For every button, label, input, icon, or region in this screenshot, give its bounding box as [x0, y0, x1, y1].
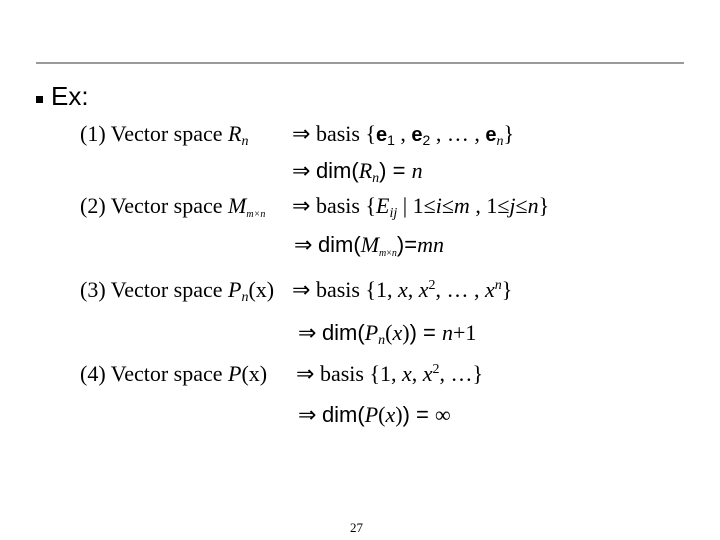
item-1-dimension: ⇒ $dim(R_n) = n$ — [292, 158, 423, 186]
item-4-basis: ⇒ basis {1, x, $x^2$, …} — [296, 361, 484, 386]
example-label: Ex: — [51, 81, 89, 111]
item-3-label: (3) Vector space $P_n(x)$ — [80, 277, 275, 305]
item-3-dimension: ⇒ $dim(P_n(x)) = n+1$ — [298, 320, 477, 348]
item-1-label: (1) Vector space $R_n$ — [80, 121, 249, 149]
item-2-dimension: ⇒ $dim(M_{m\times n})=mn$ — [294, 232, 444, 259]
item-2-label: (2) Vector space $M_{m\times n}$ — [80, 193, 266, 220]
item-4-label: (4) Vector space P(x) — [80, 361, 268, 386]
header-rule — [36, 62, 684, 64]
item-2-basis: ⇒ basis {$E_{ij}$ | 1≤i≤m , 1≤j≤n} — [292, 193, 550, 221]
page-number: 27 — [350, 520, 363, 535]
bullet-icon — [36, 96, 43, 103]
item-1-basis: ⇒ basis {$e_1$ , $e_2$ , … , $e_n$} — [292, 121, 515, 149]
item-4-dimension: ⇒ dim(P(x)) = ∞ — [298, 402, 451, 427]
item-3-basis: ⇒ basis {1, x, $x^2$, … , $x^n$} — [292, 277, 513, 302]
